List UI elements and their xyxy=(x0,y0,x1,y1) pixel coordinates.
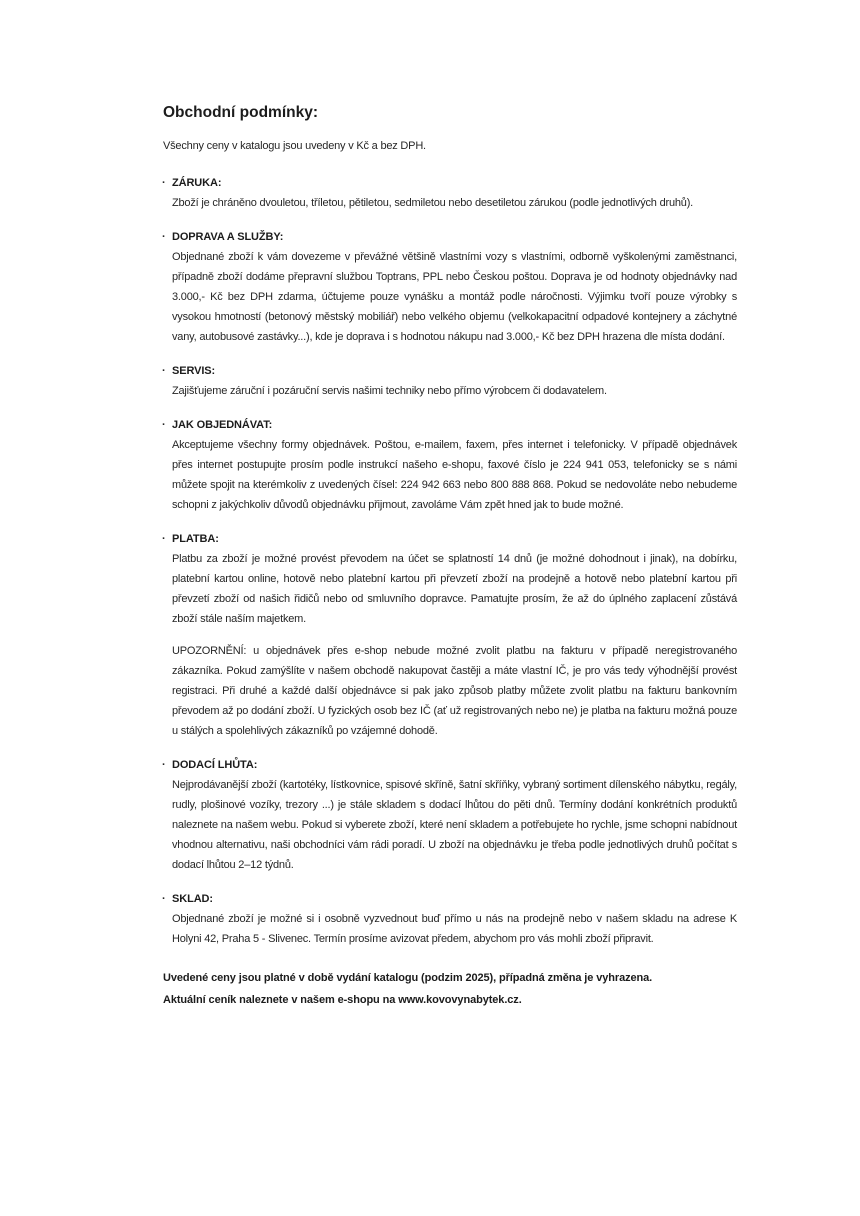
section-body: Zboží je chráněno dvouletou, tříletou, pětiletou, sedmiletou nebo desetiletou zárukou (podle jednotlivých druhů). xyxy=(172,197,694,209)
section-body: Nejprodávanější zboží (kartotéky, lístkovnice, spisové skříně, šatní skříňky, vybraný sortiment dílenského nábytku, regály, rudly, plošinové vozíky, trezory ...) je stále skladem s dodací lhůtou do pěti dnů. Termíny dodání konkrétních produktů naleznete na našem webu. Pokud si vyberete zboží, které není skladem a potřebujete ho rychle, jsme schopni nabídnout vhodnou alternativu, naši obchodníci vám rádi poradí. U zboží na objednávku je třeba podle jednotlivých druhů počítat s dodací lhůtou 2–12 týdnů. xyxy=(172,779,737,871)
section-doprava-a-sluzby xyxy=(163,227,737,347)
section-heading: PLATBA: xyxy=(172,533,219,545)
section-body: Platbu za zboží je možné provést převodem na účet se splatností 14 dnů (je možné dohodnout i jinak), na dobírku, platební kartou online, hotově nebo platební kartou při převzetí zboží na prodejně a hotově nebo platební kartou při převzetí zboží od našich řidičů nebo od smluvního dopravce. Pamatujte prosím, že až do úplného zaplacení zůstává zboží stále naším majetkem. xyxy=(172,553,737,625)
bullet-icon: · xyxy=(162,231,166,243)
payment-notice: UPOZORNĚNÍ: u objednávek přes e-shop nebude možné zvolit platbu na fakturu v případě neregistrovaného zákazníka. Pokud zamýšlíte v našem obchodě nakupovat častěji a máte vlastní IČ, je pro vás tedy výhodnější provést registraci. Při druhé a každé další objednávce si pak jako způsob platby můžete zvolit platbu na fakturu bankovním převodem až po dodání zboží. U fyzických osob bez IČ (ať už registrovaných nebo ne) je platba na fakturu možná pouze u stálých a spolehlivých zákazníků po vzájemné dohodě. xyxy=(172,645,737,737)
section-platba xyxy=(163,529,737,741)
section-body: Objednané zboží k vám dovezeme v převážné většině vlastními vozy s vlastními, odborně vyškolenými zaměstnanci, případně zboží dodáme přepravní službou Toptrans, PPL nebo Českou poštou. Doprava je od hodnoty objednávky nad 3.000,- Kč bez DPH zdarma, účtujeme pouze vynášku a montáž podle náročnosti. Výjimku tvoří pouze výrobky s vysokou hmotností (betonový městský mobiliář) nebo velkého objemu (velkokapacitní odpadové kontejnery a záchytné vany, autobusové zastávky...), kde je doprava i s hodnotou nákupu nad 3.000,- Kč bez DPH hrazena dle místa dodání. xyxy=(172,251,737,343)
section-jak-objednavat xyxy=(163,415,737,515)
footer-note-eshop: Aktuální ceník naleznete v našem e-shopu na www.kovovynabytek.cz. xyxy=(163,994,522,1006)
bullet-icon: · xyxy=(162,893,166,905)
section-heading: JAK OBJEDNÁVAT: xyxy=(172,419,273,431)
footer-note-validity: Uvedené ceny jsou platné v době vydání katalogu (podzim 2025), případná změna je vyhrazena. xyxy=(163,972,653,984)
section-servis xyxy=(163,361,737,401)
footer-notes xyxy=(163,967,737,1011)
section-heading: ZÁRUKA: xyxy=(172,177,222,189)
document-page xyxy=(163,104,737,1011)
bullet-icon: · xyxy=(162,365,166,377)
bullet-icon: · xyxy=(162,759,166,771)
section-body: Objednané zboží je možné si i osobně vyzvednout buď přímo u nás na prodejně nebo v našem skladu na adrese K Holyni 42, Praha 5 - Slivenec. Termín prosíme avizovat předem, abychom pro vás mohli zboží připravit. xyxy=(172,913,737,945)
intro-text: Všechny ceny v katalogu jsou uvedeny v Kč a bez DPH. xyxy=(163,140,426,152)
section-heading: SERVIS: xyxy=(172,365,216,377)
bullet-icon: · xyxy=(162,419,166,431)
section-sklad xyxy=(163,889,737,949)
section-heading: DOPRAVA A SLUŽBY: xyxy=(172,231,284,243)
bullet-icon: · xyxy=(162,533,166,545)
section-heading: DODACÍ LHŮTA: xyxy=(172,759,258,771)
section-zaruka xyxy=(163,173,737,213)
page-title: Obchodní podmínky: xyxy=(163,104,318,121)
section-body: Zajišťujeme záruční i pozáruční servis našimi techniky nebo přímo výrobcem či dodavatelem. xyxy=(172,385,607,397)
bullet-icon: · xyxy=(162,177,166,189)
section-dodaci-lhuta xyxy=(163,755,737,875)
section-body: Akceptujeme všechny formy objednávek. Poštou, e-mailem, faxem, přes internet i telefonicky. V případě objednávek přes internet postupujte prosím podle instrukcí našeho e-shopu, faxové číslo je 224 941 053, telefonicky se s námi můžete spojit na kterémkoliv z uvedených čísel: 224 942 663 nebo 800 888 868. Pokud se nedovoláte nebo nebudeme schopni z jakýchkoliv důvodů objednávku přijmout, zavoláme Vám zpět hned jak to bude možné. xyxy=(172,439,737,511)
section-heading: SKLAD: xyxy=(172,893,213,905)
